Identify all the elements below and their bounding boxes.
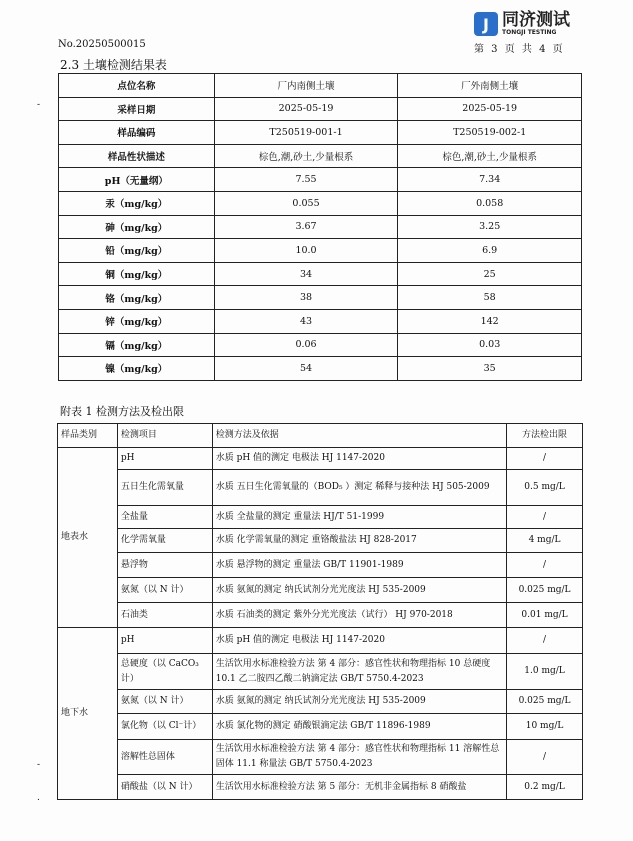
appendix-title: 附表 1 检测方法及检出限 xyxy=(60,405,184,418)
table-row xyxy=(59,168,582,192)
detection-limit: 0.01 mg/L xyxy=(507,603,583,628)
test-item: 氨氮（以 N 计） xyxy=(117,578,212,603)
test-method: 水质 氯化物的测定 硝酸银滴定法 GB/T 11896-1989 xyxy=(212,714,506,740)
cell-value: 6.9 xyxy=(398,239,582,263)
detection-limit: / xyxy=(507,553,583,578)
row-label: 镍（mg/kg） xyxy=(59,357,215,381)
test-item: 悬浮物 xyxy=(117,553,212,578)
test-method: 生活饮用水标准检验方法 第 4 部分：感官性状和物理指标 11 溶解性总固体 11.1 称量法 GB/T 5750.4-2023 xyxy=(212,740,506,775)
soil-results-table xyxy=(58,73,582,381)
margin-mark: - xyxy=(37,100,41,110)
column-header: 检测项目 xyxy=(117,424,212,448)
margin-mark: . xyxy=(37,793,40,803)
table-row xyxy=(59,215,582,239)
cell-value: 34 xyxy=(214,262,398,286)
detection-limit: 1.0 mg/L xyxy=(507,654,583,690)
test-method: 水质 五日生化需氧量的（BOD₅ ）测定 稀释与接种法 HJ 505-2009 xyxy=(212,470,506,506)
detection-limit: 0.025 mg/L xyxy=(507,690,583,714)
test-method: 水质 氨氮的测定 纳氏试剂分光光度法 HJ 535-2009 xyxy=(212,578,506,603)
sample-category: 地表水 xyxy=(58,448,118,628)
table-row xyxy=(58,740,583,775)
cell-value: 2025-05-19 xyxy=(398,97,582,121)
cell-value: 7.34 xyxy=(398,168,582,192)
cell-value: 58 xyxy=(398,286,582,310)
test-item: pH xyxy=(117,448,212,470)
cell-value: 142 xyxy=(398,309,582,333)
company-logo xyxy=(474,12,570,36)
table-row xyxy=(59,191,582,215)
test-method: 水质 全盐量的测定 重量法 HJ/T 51-1999 xyxy=(212,506,506,529)
test-item: 石油类 xyxy=(117,603,212,628)
detection-limit: / xyxy=(507,628,583,654)
margin-mark: - xyxy=(37,760,41,770)
page-info: 第 3 页 共 4 页 xyxy=(474,44,565,55)
table-row xyxy=(58,529,583,553)
column-header: 厂内南侧土壤 xyxy=(214,74,398,98)
detection-limit: / xyxy=(507,448,583,470)
table-row xyxy=(59,309,582,333)
table-header-row xyxy=(58,424,583,448)
table-row xyxy=(59,144,582,168)
table-row xyxy=(58,690,583,714)
table-row xyxy=(58,578,583,603)
column-header: 检测方法及依据 xyxy=(212,424,506,448)
table-row xyxy=(58,603,583,628)
row-label: 锌（mg/kg） xyxy=(59,309,215,333)
row-label: 镉（mg/kg） xyxy=(59,333,215,357)
table-row xyxy=(58,470,583,506)
row-label: 铜（mg/kg） xyxy=(59,262,215,286)
row-label: 汞（mg/kg） xyxy=(59,191,215,215)
detection-limit: 4 mg/L xyxy=(507,529,583,553)
test-item: pH xyxy=(117,628,212,654)
table-row xyxy=(58,775,583,800)
cell-value: 3.25 xyxy=(398,215,582,239)
section-title: 2.3 土壤检测结果表 xyxy=(60,58,167,72)
cell-value: 43 xyxy=(214,309,398,333)
table-row xyxy=(58,714,583,740)
detection-limit: 0.5 mg/L xyxy=(507,470,583,506)
table-header-row xyxy=(59,74,582,98)
cell-value: T250519-001-1 xyxy=(214,121,398,145)
row-label: 铬（mg/kg） xyxy=(59,286,215,310)
sample-category: 地下水 xyxy=(58,628,118,800)
test-item: 氯化物（以 Cl⁻计） xyxy=(117,714,212,740)
test-item: 总硬度（以 CaCO₃ 计） xyxy=(117,654,212,690)
detection-limit: 10 mg/L xyxy=(507,714,583,740)
logo-text-en: TONGJI TESTING xyxy=(502,29,557,36)
detection-limit: / xyxy=(507,740,583,775)
cell-value: 2025-05-19 xyxy=(214,97,398,121)
test-method: 生活饮用水标准检验方法 第 4 部分：感官性状和物理指标 10 总硬度 10.1 乙二胺四乙酸二钠滴定法 GB/T 5750.4-2023 xyxy=(212,654,506,690)
cell-value: 10.0 xyxy=(214,239,398,263)
cell-value: 棕色,潮,砂土,少量根系 xyxy=(214,144,398,168)
method-table xyxy=(57,423,583,800)
table-row xyxy=(59,286,582,310)
table-row xyxy=(59,262,582,286)
row-label: 铅（mg/kg） xyxy=(59,239,215,263)
row-label: 样品编码 xyxy=(59,121,215,145)
cell-value: T250519-002-1 xyxy=(398,121,582,145)
table-row xyxy=(58,628,583,654)
cell-value: 35 xyxy=(398,357,582,381)
logo-text-cn: 同济测试 xyxy=(502,10,570,30)
cell-value: 0.06 xyxy=(214,333,398,357)
document-number: No.20250500015 xyxy=(58,39,146,50)
table-row xyxy=(59,239,582,263)
test-item: 化学需氧量 xyxy=(117,529,212,553)
cell-value: 0.055 xyxy=(214,191,398,215)
test-method: 水质 pH 值的测定 电极法 HJ 1147-2020 xyxy=(212,448,506,470)
table-row xyxy=(58,654,583,690)
table-row xyxy=(58,506,583,529)
column-header: 厂外南侧土壤 xyxy=(398,74,582,98)
column-header: 方法检出限 xyxy=(507,424,583,448)
detection-limit: / xyxy=(507,506,583,529)
cell-value: 0.058 xyxy=(398,191,582,215)
cell-value: 棕色,潮,砂土,少量根系 xyxy=(398,144,582,168)
test-item: 溶解性总固体 xyxy=(117,740,212,775)
test-method: 水质 氨氮的测定 纳氏试剂分光光度法 HJ 535-2009 xyxy=(212,690,506,714)
cell-value: 25 xyxy=(398,262,582,286)
row-label: 样品性状描述 xyxy=(59,144,215,168)
table-row xyxy=(59,357,582,381)
cell-value: 38 xyxy=(214,286,398,310)
table-row xyxy=(59,333,582,357)
test-item: 氨氮（以 N 计） xyxy=(117,690,212,714)
detection-limit: 0.2 mg/L xyxy=(507,775,583,800)
table-row xyxy=(58,448,583,470)
test-method: 水质 悬浮物的测定 重量法 GB/T 11901-1989 xyxy=(212,553,506,578)
table-row xyxy=(59,121,582,145)
column-header: 点位名称 xyxy=(59,74,215,98)
test-method: 水质 石油类的测定 紫外分光光度法（试行） HJ 970-2018 xyxy=(212,603,506,628)
test-item: 全盐量 xyxy=(117,506,212,529)
logo-mark-icon: J xyxy=(474,12,498,36)
row-label: 采样日期 xyxy=(59,97,215,121)
row-label: pH（无量纲） xyxy=(59,168,215,192)
row-label: 砷（mg/kg） xyxy=(59,215,215,239)
test-method: 水质 pH 值的测定 电极法 HJ 1147-2020 xyxy=(212,628,506,654)
test-method: 水质 化学需氧量的测定 重铬酸盐法 HJ 828-2017 xyxy=(212,529,506,553)
cell-value: 0.03 xyxy=(398,333,582,357)
table-row xyxy=(59,97,582,121)
cell-value: 54 xyxy=(214,357,398,381)
test-item: 五日生化需氧量 xyxy=(117,470,212,506)
cell-value: 7.55 xyxy=(214,168,398,192)
column-header: 样品类别 xyxy=(58,424,118,448)
test-method: 生活饮用水标准检验方法 第 5 部分：无机非金属指标 8 硝酸盐 xyxy=(212,775,506,800)
detection-limit: 0.025 mg/L xyxy=(507,578,583,603)
table-row xyxy=(58,553,583,578)
cell-value: 3.67 xyxy=(214,215,398,239)
test-item: 硝酸盐（以 N 计） xyxy=(117,775,212,800)
